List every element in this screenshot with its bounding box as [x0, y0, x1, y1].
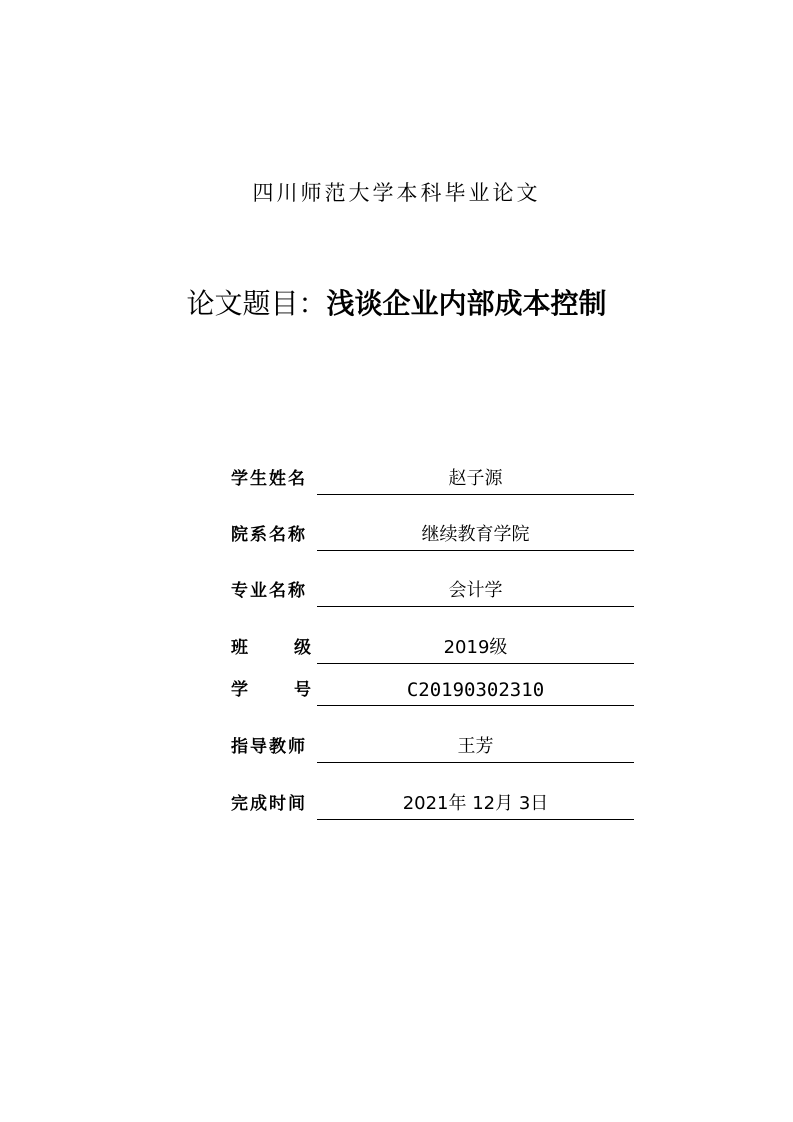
field-student-name — [231, 464, 634, 494]
field-label: 专业名称 — [231, 581, 307, 601]
thesis-title-value: 浅谈企业内部成本控制 — [326, 287, 607, 320]
field-student-id — [231, 675, 634, 705]
field-label: 学生姓名 — [231, 469, 307, 489]
field-label — [231, 675, 311, 705]
field-value: 2021年 12月 3日 — [317, 789, 634, 820]
field-major — [231, 576, 634, 606]
field-label: 院系名称 — [231, 525, 307, 545]
field-department — [231, 520, 634, 550]
field-label-part: 班 — [231, 638, 248, 658]
field-label: 完成时间 — [231, 794, 307, 814]
field-value: 继续教育学院 — [317, 520, 634, 551]
field-value: 会计学 — [317, 576, 634, 607]
field-completion-date — [231, 789, 634, 819]
thesis-title — [0, 284, 793, 324]
thesis-title-label: 论文题目： — [186, 287, 327, 320]
field-value: 王芳 — [317, 732, 634, 763]
field-label-part: 学 — [231, 680, 248, 700]
field-advisor — [231, 732, 634, 762]
field-label-part: 级 — [294, 638, 311, 658]
field-label-part: 号 — [294, 680, 311, 700]
field-label: 指导教师 — [231, 737, 307, 757]
field-value: 2019级 — [317, 633, 634, 664]
field-value: 赵子源 — [317, 464, 634, 495]
field-class — [231, 633, 634, 663]
field-label — [231, 633, 311, 663]
university-heading: 四川师范大学本科毕业论文 — [252, 181, 541, 205]
field-value: C20190302310 — [317, 675, 634, 706]
